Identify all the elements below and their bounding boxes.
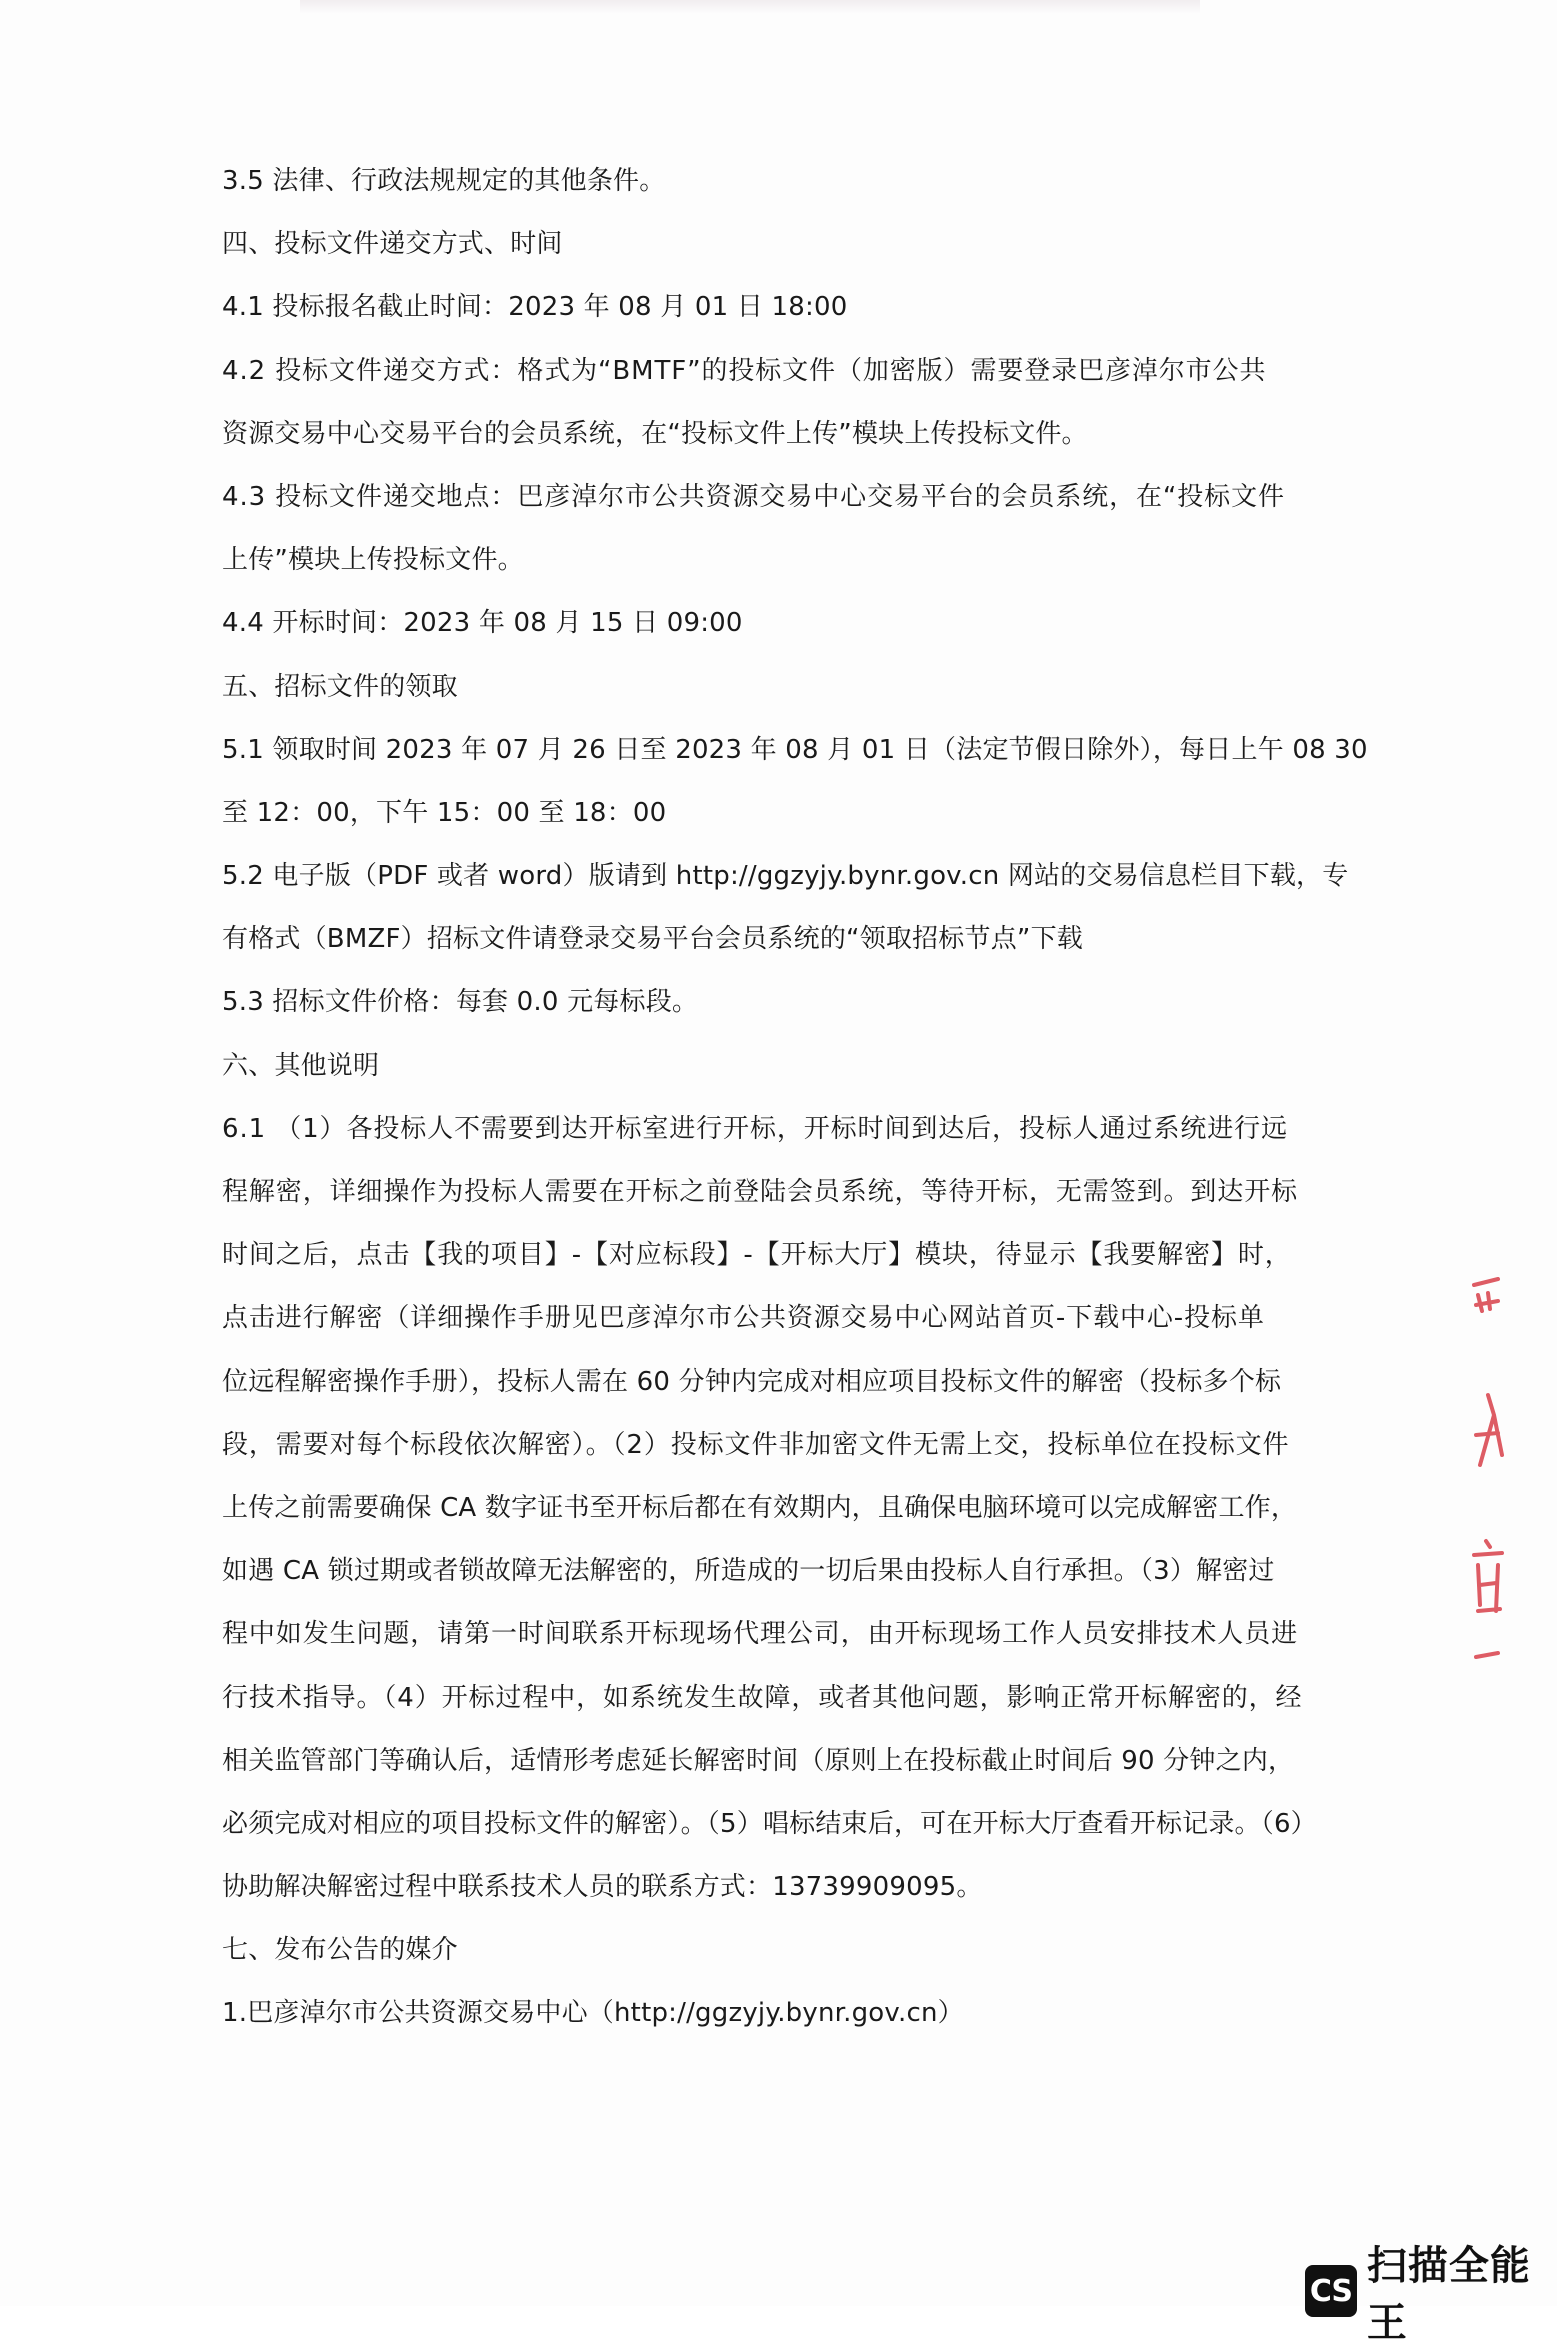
- document-body: [222, 150, 1368, 2046]
- scan-bleed-through: [300, 0, 1200, 14]
- partial-seal-stamp: [1468, 1265, 1508, 1685]
- text-line: 行技术指导。（4）开标过程中，如系统发生故障，或者其他问题，影响正常开标解密的，经: [222, 1682, 1303, 1713]
- camscanner-logo-icon: CS: [1305, 2265, 1357, 2317]
- text-line: 点击进行解密（详细操作手册见巴彦淖尔市公共资源交易中心网站首页-下载中心-投标单: [222, 1303, 1265, 1334]
- text-line: 位远程解密操作手册），投标人需在 60 分钟内完成对相应项目投标文件的解密（投标多个标: [222, 1366, 1282, 1397]
- section-heading: 四、投标文件递交方式、时间: [222, 229, 563, 260]
- text-line: 至 12：00，下午 15：00 至 18：00: [222, 797, 667, 828]
- text-line: 1.巴彦淖尔市公共资源交易中心（http://ggzyjy.bynr.gov.cn）: [222, 1998, 964, 2029]
- text-line: 上传之前需要确保 CA 数字证书至开标后都在有效期内，且确保电脑环境可以完成解密工作，: [222, 1492, 1298, 1523]
- text-line: 时间之后，点击【我的项目】-【对应标段】-【开标大厅】模块，待显示【我要解密】时，: [222, 1240, 1292, 1271]
- text-line: 协助解决解密过程中联系技术人员的联系方式：13739909095。: [222, 1872, 983, 1903]
- text-line: 上传”模块上传投标文件。: [222, 545, 524, 576]
- text-line: 5.3 招标文件价格：每套 0.0 元每标段。: [222, 987, 699, 1018]
- text-line: 4.4 开标时间：2023 年 08 月 15 日 09:00: [222, 608, 743, 639]
- section-heading: 六、其他说明: [222, 1050, 380, 1081]
- text-line: 资源交易中心交易平台的会员系统，在“投标文件上传”模块上传投标文件。: [222, 418, 1088, 449]
- text-line: 程解密，详细操作为投标人需要在开标之前登陆会员系统，等待开标，无需签到。到达开标: [222, 1177, 1299, 1207]
- text-line: 4.2 投标文件递交方式：格式为“BMTF”的投标文件（加密版）需要登录巴彦淖尔市公共: [222, 355, 1267, 386]
- section-heading: 五、招标文件的领取: [222, 671, 458, 702]
- text-line: 6.1 （1）各投标人不需要到达开标室进行开标，开标时间到达后，投标人通过系统进行远: [222, 1113, 1288, 1144]
- text-line: 如遇 CA 锁过期或者锁故障无法解密的，所造成的一切后果由投标人自行承担。（3）解密过: [222, 1556, 1275, 1587]
- text-line: 4.3 投标文件递交地点：巴彦淖尔市公共资源交易中心交易平台的会员系统，在“投标文件: [222, 481, 1285, 512]
- text-line: 程中如发生问题，请第一时间联系开标现场代理公司，由开标现场工作人员安排技术人员进: [222, 1619, 1299, 1650]
- text-line: 有格式（BMZF）招标文件请登录交易平台会员系统的“领取招标节点”下载: [222, 924, 1083, 955]
- text-line: 相关监管部门等确认后，适情形考虑延长解密时间（原则上在投标截止时间后 90 分钟之内，: [222, 1745, 1295, 1776]
- text-line: 段，需要对每个标段依次解密）。（2）投标文件非加密文件无需上交，投标单位在投标文件: [222, 1429, 1290, 1460]
- seal-fragment-graphic: [1468, 1265, 1508, 1685]
- watermark-text: 扫描全能王: [1366, 2243, 1531, 2346]
- scanner-watermark: [1305, 2234, 1557, 2348]
- section-heading: 七、发布公告的媒介: [222, 1935, 458, 1966]
- text-line: 4.1 投标报名截止时间：2023 年 08 月 01 日 18:00: [222, 292, 848, 323]
- text-line: 5.1 领取时间 2023 年 07 月 26 日至 2023 年 08 月 01 日（法定节假日除外），每日上午 08 30: [222, 734, 1368, 765]
- text-line: 5.2 电子版（PDF 或者 word）版请到 http://ggzyjy.bynr.gov.cn 网站的交易信息栏目下载，专: [222, 861, 1349, 892]
- text-line: 3.5 法律、行政法规规定的其他条件。: [222, 166, 666, 196]
- text-line: 必须完成对相应的项目投标文件的解密）。（5）唱标结束后，可在开标大厅查看开标记录。（6）: [222, 1808, 1317, 1839]
